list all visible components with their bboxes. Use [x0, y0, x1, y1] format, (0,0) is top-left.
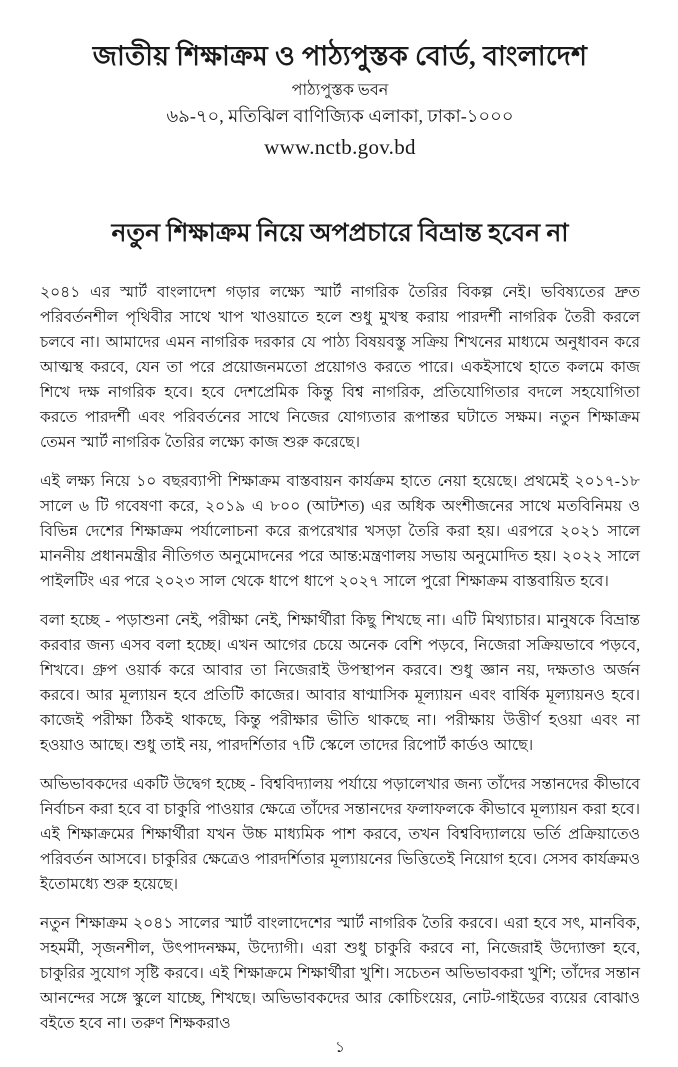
website-url: www.nctb.gov.bd — [264, 134, 416, 159]
page-footer — [40, 1036, 640, 1067]
building-name: পাঠ্যপুস্তক ভবন — [291, 81, 389, 99]
document-title: নতুন শিক্ষাক্রম নিয়ে অপপ্রচারে বিভ্রান্ত হবেন না — [111, 219, 569, 247]
paragraph-2: এই লক্ষ্য নিয়ে ১০ বছরব্যাপী শিক্ষাক্রম বাস্তবায়ন কার্যক্রম হাতে নেয়া হয়েছে। প্রথমেই ২০১৭-১৮ সালে ৬ টি গবেষণা করে, ২০১৯ এ ৮০০ (আটশত) এর অধিক অংশীজনের সাথে মতবিনিময় ও বিভিন্ন দেশের শিক্ষাক্রম পর্যালোচনা করে রূপরেখার খসড়া তৈরি করা হয়। এরপরে ২০২১ সালে মাননীয় প্রধানমন্ত্রীর নীতিগত অনুমোদনের পরে আন্ত:মন্ত্রণালয় সভায় অনুমোদিত হয়। ২০২২ সালে পাইলটিং এর পরে ২০২৩ সাল থেকে ধাপে ধাপে ২০২৭ সালে পুরো শিক্ষাক্রম বাস্তবায়িত হবে। — [40, 473, 640, 591]
address-line: ৬৯-৭০, মতিঝিল বাণিজ্যিক এলাকা, ঢাকা-১০০০ — [166, 105, 514, 126]
letterhead — [40, 40, 640, 160]
document-body — [40, 280, 640, 1036]
paragraph-1: ২০৪১ এর স্মার্ট বাংলাদেশ গড়ার লক্ষ্যে স্মার্ট নাগরিক তৈরির বিকল্প নেই। ভবিষ্যতের দ্রুত পরিবর্তনশীল পৃথিবীর সাথে খাপ খাওয়াতে হলে শুধু মুখস্থ করায় পারদর্শী নাগরিক তৈরী করলে চলবে না। আমাদের এমন নাগরিক দরকার যে পাঠ্য বিষয়বস্তু সক্রিয় শিখনের মাধ্যমে অনুধাবন করে আত্মস্থ করবে, যেন তা পরে প্রয়োজনমতো প্রয়োগও করতে পারে। একইসাথে হাতে কলমে কাজ শিখে দক্ষ নাগরিক হবে। হবে দেশপ্রেমিক কিন্তু বিশ্ব নাগরিক, প্রতিযোগিতার বদলে সহযোগিতা করতে পারদর্শী এবং পরিবর্তনের সাথে নিজের যোগ্যতার রূপান্তর ঘটাতে সক্ষম। নতুন শিক্ষাক্রম তেমন স্মার্ট নাগরিক তৈরির লক্ষ্যে কাজ শুরু করেছে। — [40, 284, 640, 452]
paragraph-5: নতুন শিক্ষাক্রম ২০৪১ সালের স্মার্ট বাংলাদেশের স্মার্ট নাগরিক তৈরি করবে। এরা হবে সৎ, মানবিক, সহমর্মী, সৃজনশীল, উৎপাদনক্ষম, উদ্যোগী। এরা শুধু চাকুরি করবে না, নিজেরাই উদ্যোক্তা হবে, চাকুরির সুযোগ সৃষ্টি করবে। এই শিক্ষাক্রমে শিক্ষার্থীরা খুশি। সচেতন অভিভাবকরা খুশি; তাঁদের সন্তান আনন্দের সঙ্গে স্কুলে যাচ্ছে, শিখছে। অভিভাবকদের আর কোচিংয়ের, নোট-গাইডের ব্যয়ের বোঝাও বইতে হবে না। তরুণ শিক্ষকরাও — [40, 915, 640, 1033]
paragraph-3: বলা হচ্ছে - পড়াশুনা নেই, পরীক্ষা নেই, শিক্ষার্থীরা কিছু শিখছে না। এটি মিথ্যাচার। মানুষকে বিভ্রান্ত করবার জন্য এসব বলা হচ্ছে। এখন আগের চেয়ে অনেক বেশি পড়বে, নিজেরা সক্রিয়ভাবে পড়বে, শিখবে। গ্রুপ ওয়ার্ক করে আবার তা নিজেরাই উপস্থাপন করবে। শুধু জ্ঞান নয়, দক্ষতাও অর্জন করবে। আর মূল্যায়ন হবে প্রতিটি কাজের। আবার ষাণ্মাসিক মূল্যায়ন এবং বার্ষিক মূল্যায়নও হবে। কাজেই পরীক্ষা ঠিকই থাকছে, কিন্তু পরীক্ষার ভীতি থাকছে না। পরীক্ষায় উত্তীর্ণ হওয়া এবং না হওয়াও আছে। শুধু তাই নয়, পারদর্শিতার ৭টি স্কেলে তাদের রিপোর্ট কার্ডও আছে। — [40, 612, 640, 755]
page-number: ১ — [335, 1040, 345, 1057]
paragraph-4: অভিভাবকদের একটি উদ্বেগ হচ্ছে - বিশ্ববিদ্যালয় পর্যায়ে পড়ালেখার জন্য তাঁদের সন্তানদের কীভাবে নির্বাচন করা হবে বা চাকুরি পাওয়ার ক্ষেত্রে তাঁদের সন্তানদের ফলাফলকে কীভাবে মূল্যায়ন করা হবে। এই শিক্ষাক্রমের শিক্ষার্থীরা যখন উচ্চ মাধ্যমিক পাশ করবে, তখন বিশ্ববিদ্যালয়ে ভর্তি প্রক্রিয়াতেও পরিবর্তন আসবে। চাকুরির ক্ষেত্রেও পারদর্শিতার মূল্যায়নের ভিত্তিতেই নিয়োগ হবে। সেসব কার্যক্রমও ইতোমধ্যে শুরু হয়েছে। — [40, 776, 640, 894]
org-name: জাতীয় শিক্ষাক্রম ও পাঠ্যপুস্তক বোর্ড, বাংলাদেশ — [92, 41, 588, 71]
